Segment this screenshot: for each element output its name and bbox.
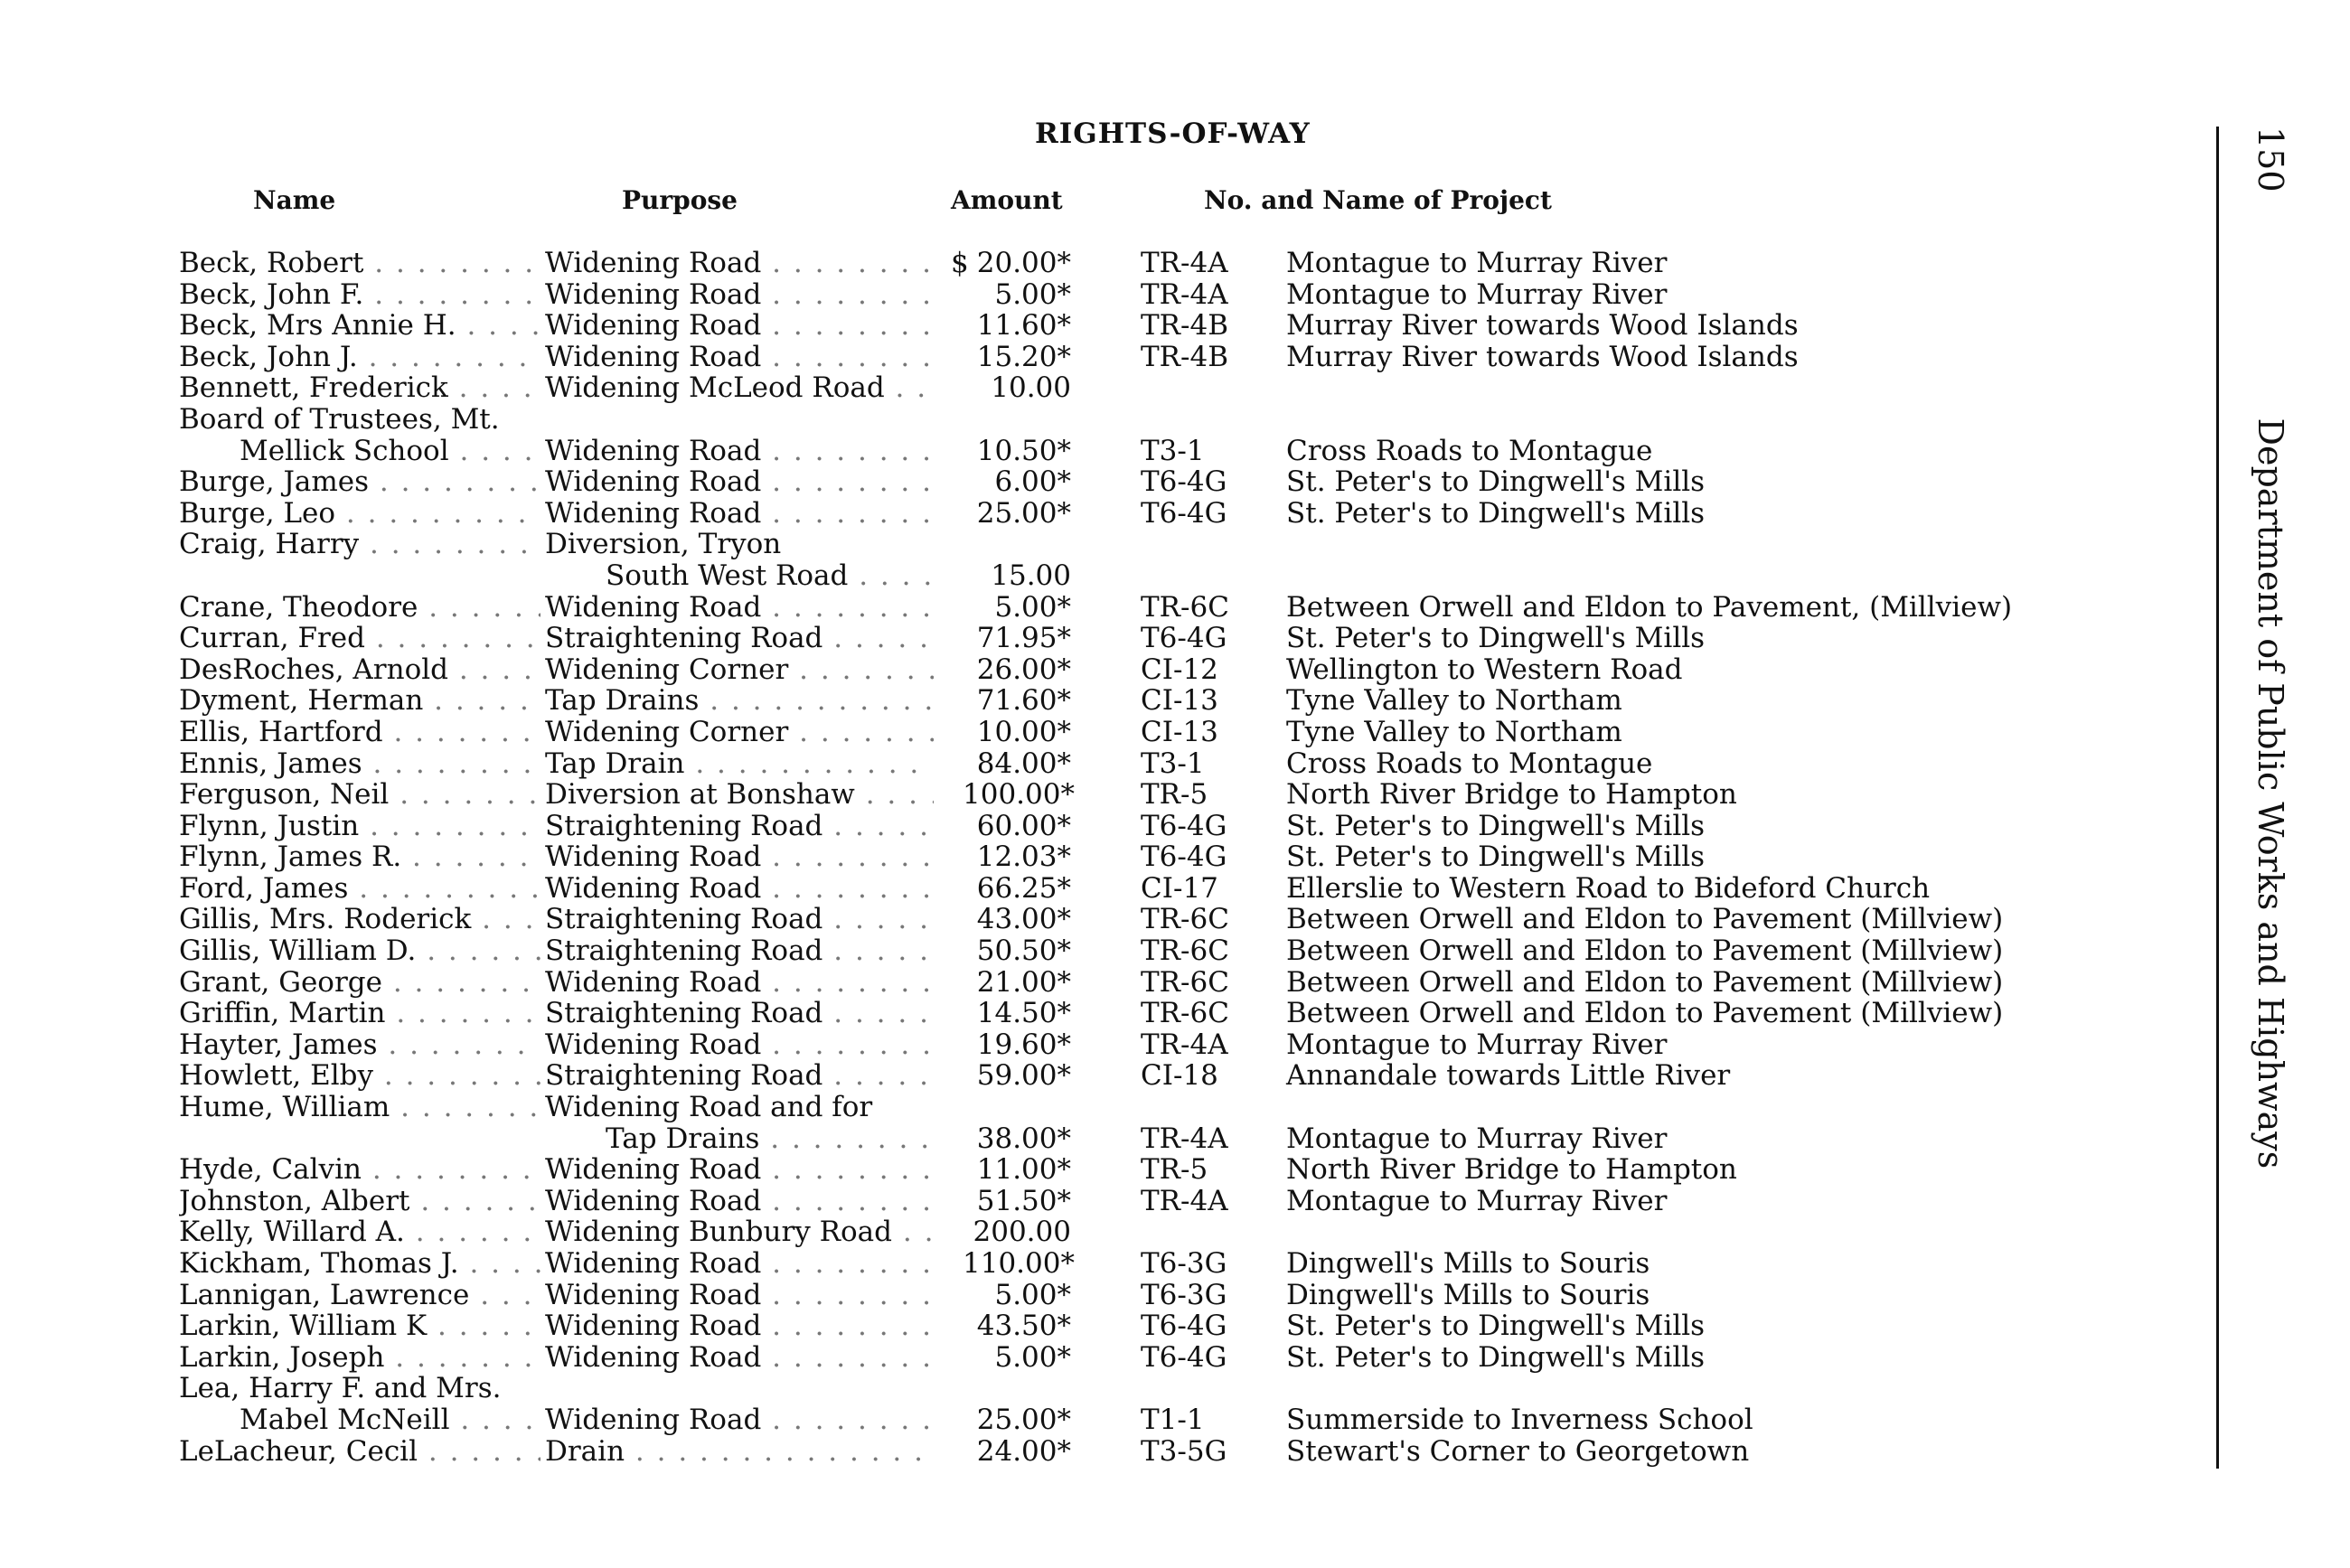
table-row	[0, 1060, 2169, 1092]
row-amount: 19.60*	[976, 1028, 1071, 1061]
row-name: Ennis, James . . .	[179, 748, 540, 780]
table-row	[0, 1342, 2169, 1374]
table-row	[0, 1373, 2169, 1404]
row-purpose: Widening Corner . . .	[545, 717, 934, 748]
table-row	[0, 935, 2169, 967]
row-project-name: Cross Roads to Montague	[1286, 434, 1653, 467]
table-row	[0, 310, 2169, 342]
row-project-name: St. Peter's to Dingwell's Mills	[1286, 1310, 1706, 1343]
row-name: Craig, Harry . . .	[179, 529, 540, 560]
row-amount: 5.00*	[994, 1278, 1071, 1311]
row-purpose: Widening Road . . .	[545, 1280, 934, 1311]
row-project-name: Cross Roads to Montague	[1286, 746, 1653, 780]
table-row	[0, 560, 2169, 592]
row-project-name: Annandale towards Little River	[1286, 1059, 1731, 1093]
row-purpose: Widening Road . . .	[545, 592, 934, 624]
table-row	[0, 404, 2169, 436]
row-purpose: Straightening Road . . .	[545, 904, 934, 935]
row-project-number: CI-18	[1141, 1059, 1218, 1093]
row-project-name: St. Peter's to Dingwell's Mills	[1286, 840, 1706, 874]
row-project-number: TR-4B	[1141, 309, 1228, 343]
row-purpose: Straightening Road . . .	[545, 811, 934, 842]
row-purpose: Straightening Road . . .	[545, 1060, 934, 1092]
row-purpose: Straightening Road . . .	[545, 623, 934, 654]
row-name: Board of Trustees, Mt.	[179, 403, 500, 436]
table-row	[0, 1310, 2169, 1342]
row-project-name: Montague to Murray River	[1286, 247, 1668, 279]
row-amount: 15.00	[991, 559, 1071, 592]
row-name: Ford, James . . .	[179, 873, 540, 905]
row-project-name: St. Peter's to Dingwell's Mills	[1286, 809, 1706, 842]
row-project-name: Wellington to Western Road	[1286, 653, 1683, 686]
row-project-number: T1-1	[1141, 1403, 1205, 1436]
row-purpose: Widening Road . . .	[545, 1310, 934, 1342]
column-header-name: Name	[253, 185, 336, 215]
row-project-number: T6-4G	[1141, 622, 1227, 655]
row-project-name: Murray River towards Wood Islands	[1286, 340, 1799, 373]
row-project-name: Between Orwell and Eldon to Pavement (Millview)	[1286, 934, 2004, 968]
row-purpose: Widening Road . . .	[545, 1154, 934, 1186]
row-name: Beck, John F. . . .	[179, 279, 540, 311]
row-amount: 20.00*	[976, 247, 1071, 279]
row-project-name: Between Orwell and Eldon to Pavement (Millview)	[1286, 965, 2004, 999]
table-row	[0, 779, 2169, 811]
row-project-name: Montague to Murray River	[1286, 277, 1668, 311]
table-row	[0, 1186, 2169, 1217]
table-row	[0, 1404, 2169, 1436]
rights-of-way-table	[0, 248, 2169, 1467]
row-purpose: Widening Road . . .	[545, 873, 934, 905]
row-amount: 43.00*	[976, 903, 1071, 936]
table-row	[0, 873, 2169, 905]
row-project-name: Ellerslie to Western Road to Bideford Church	[1286, 871, 1931, 905]
table-row	[0, 811, 2169, 842]
row-project-number: TR-6C	[1141, 934, 1229, 968]
row-project-number: CI-17	[1141, 871, 1218, 905]
table-row	[0, 685, 2169, 717]
row-project-name: Montague to Murray River	[1286, 1184, 1668, 1217]
row-name: Griffin, Martin . . .	[179, 998, 540, 1029]
row-purpose: Tap Drain . . .	[545, 748, 934, 780]
row-project-number: T3-1	[1141, 746, 1205, 780]
table-row	[0, 248, 2169, 279]
row-amount: 100.00*	[963, 778, 1075, 812]
row-amount: 51.50*	[976, 1184, 1071, 1217]
row-name: Bennett, Frederick . . .	[179, 372, 540, 404]
row-name: Gillis, William D. . . .	[179, 935, 540, 967]
column-header-amount: Amount	[951, 185, 1063, 215]
row-project-number: TR-5	[1141, 1153, 1208, 1187]
row-project-name: Tyne Valley to Northam	[1286, 684, 1622, 718]
row-purpose: Widening McLeod Road . . .	[545, 372, 934, 404]
row-project-number: TR-6C	[1141, 590, 1229, 624]
row-project-number: TR-4A	[1141, 247, 1228, 279]
row-name: Lea, Harry F. and Mrs.	[179, 1373, 502, 1404]
row-project-number: TR-4A	[1141, 1028, 1228, 1061]
row-project-number: T3-1	[1141, 434, 1205, 467]
row-project-name: Montague to Murray River	[1286, 1122, 1668, 1155]
row-amount: 43.50*	[976, 1310, 1071, 1343]
column-header-purpose: Purpose	[622, 185, 738, 215]
table-row	[0, 342, 2169, 373]
row-project-number: T6-4G	[1141, 465, 1227, 499]
row-amount: 5.00*	[994, 277, 1071, 311]
table-row	[0, 1436, 2169, 1468]
row-name: Hume, William . . .	[179, 1092, 540, 1123]
row-name: Beck, John J. . . .	[179, 342, 540, 373]
table-row	[0, 1248, 2169, 1280]
row-project-name: North River Bridge to Hampton	[1286, 1153, 1737, 1187]
row-purpose: Diversion at Bonshaw . . .	[545, 779, 934, 811]
table-row	[0, 1154, 2169, 1186]
row-name: Howlett, Elby . . .	[179, 1060, 540, 1092]
row-purpose: South West Road . . .	[606, 560, 934, 592]
row-name: Hyde, Calvin . . .	[179, 1154, 540, 1186]
row-project-name: St. Peter's to Dingwell's Mills	[1286, 1340, 1706, 1374]
row-amount: 200.00	[973, 1216, 1071, 1249]
row-project-name: Murray River towards Wood Islands	[1286, 309, 1799, 343]
row-purpose: Widening Road and for	[545, 1092, 873, 1123]
row-amount: 71.60*	[976, 684, 1071, 718]
row-purpose: Widening Road . . .	[545, 1248, 934, 1280]
row-amount: 10.50*	[976, 434, 1071, 467]
row-project-number: CI-12	[1141, 653, 1218, 686]
row-name: Curran, Fred . . .	[179, 623, 540, 654]
row-project-number: TR-4A	[1141, 1184, 1228, 1217]
table-row	[0, 1029, 2169, 1061]
table-row	[0, 1092, 2169, 1123]
row-name: Ferguson, Neil . . .	[179, 779, 540, 811]
row-name: Beck, Robert . . .	[179, 248, 540, 279]
row-project-name: North River Bridge to Hampton	[1286, 778, 1737, 812]
row-project-name: St. Peter's to Dingwell's Mills	[1286, 465, 1706, 499]
row-project-number: T6-3G	[1141, 1278, 1227, 1311]
row-purpose: Widening Road . . .	[545, 310, 934, 342]
row-project-name: Between Orwell and Eldon to Pavement (Millview)	[1286, 903, 2004, 936]
table-row	[0, 372, 2169, 404]
row-amount: 84.00*	[976, 746, 1071, 780]
row-purpose: Widening Road . . .	[545, 466, 934, 498]
row-project-number: TR-4A	[1141, 1122, 1228, 1155]
row-name: LeLacheur, Cecil . . .	[179, 1436, 540, 1468]
row-name: Mellick School . . .	[240, 436, 540, 467]
row-purpose: Diversion, Tryon	[545, 529, 782, 560]
margin-rule	[2216, 127, 2219, 1469]
row-name: Larkin, Joseph . . .	[179, 1342, 540, 1374]
row-name: Hayter, James . . .	[179, 1029, 540, 1061]
row-amount: 5.00*	[994, 590, 1071, 624]
department-name: Department of Public Works and Highways	[2251, 418, 2290, 1169]
row-purpose: Straightening Road . . .	[545, 935, 934, 967]
table-row	[0, 998, 2169, 1029]
row-project-name: St. Peter's to Dingwell's Mills	[1286, 496, 1706, 530]
row-amount: 60.00*	[976, 809, 1071, 842]
row-purpose: Widening Road . . .	[545, 279, 934, 311]
row-project-number: T6-3G	[1141, 1247, 1227, 1280]
row-name: Grant, George . . .	[179, 967, 540, 999]
row-amount: 66.25*	[976, 871, 1071, 905]
row-project-number: TR-4B	[1141, 340, 1228, 373]
row-name: DesRoches, Arnold . . .	[179, 654, 540, 686]
row-project-number: CI-13	[1141, 684, 1218, 718]
table-row	[0, 498, 2169, 530]
table-row	[0, 654, 2169, 686]
row-name: Larkin, William K . . .	[179, 1310, 540, 1342]
row-project-number: CI-13	[1141, 715, 1218, 748]
row-amount: 26.00*	[976, 653, 1071, 686]
table-row	[0, 1280, 2169, 1311]
row-purpose: Widening Bunbury Road . . .	[545, 1216, 934, 1248]
row-name: Burge, Leo . . .	[179, 498, 540, 530]
row-name: Lannigan, Lawrence . . .	[179, 1280, 540, 1311]
row-amount: 5.00*	[994, 1340, 1071, 1374]
table-row	[0, 748, 2169, 780]
row-purpose: Widening Road . . .	[545, 436, 934, 467]
row-amount: 10.00*	[976, 715, 1071, 748]
row-amount: 24.00*	[976, 1434, 1071, 1468]
table-row	[0, 623, 2169, 654]
row-amount: 38.00*	[976, 1122, 1071, 1155]
row-project-number: T6-4G	[1141, 840, 1227, 874]
row-purpose: Tap Drains . . .	[606, 1123, 934, 1155]
dollar-sign: $	[951, 247, 969, 279]
row-amount: 15.20*	[976, 340, 1071, 373]
row-purpose: Widening Road . . .	[545, 342, 934, 373]
row-project-number: TR-4A	[1141, 277, 1228, 311]
row-name: Mabel McNeill . . .	[240, 1404, 540, 1436]
row-amount: 10.00	[991, 371, 1071, 405]
row-project-number: TR-6C	[1141, 997, 1229, 1030]
row-purpose: Widening Road . . .	[545, 841, 934, 873]
row-amount: 110.00*	[963, 1247, 1075, 1280]
table-row	[0, 904, 2169, 935]
row-project-number: TR-5	[1141, 778, 1208, 812]
row-project-number: TR-6C	[1141, 965, 1229, 999]
table-row	[0, 1123, 2169, 1155]
page-number: 150	[2251, 127, 2290, 192]
row-purpose: Tap Drains . . .	[545, 685, 934, 717]
row-amount: 21.00*	[976, 965, 1071, 999]
row-name: Flynn, James R. . . .	[179, 841, 540, 873]
row-project-number: T6-4G	[1141, 1340, 1227, 1374]
row-name: Kelly, Willard A. . . .	[179, 1216, 540, 1248]
row-amount: 50.50*	[976, 934, 1071, 968]
row-purpose: Widening Road . . .	[545, 1342, 934, 1374]
table-row	[0, 967, 2169, 999]
row-project-name: Dingwell's Mills to Souris	[1286, 1278, 1650, 1311]
row-project-name: Dingwell's Mills to Souris	[1286, 1247, 1650, 1280]
row-purpose: Straightening Road . . .	[545, 998, 934, 1029]
row-project-name: St. Peter's to Dingwell's Mills	[1286, 622, 1706, 655]
row-purpose: Widening Road . . .	[545, 1186, 934, 1217]
row-amount: 25.00*	[976, 1403, 1071, 1436]
row-project-number: T6-4G	[1141, 496, 1227, 530]
running-header	[2251, 127, 2290, 1169]
row-project-name: Between Orwell and Eldon to Pavement, (Millview)	[1286, 590, 2013, 624]
row-amount: 6.00*	[994, 465, 1071, 499]
page-title: RIGHTS-OF-WAY	[1035, 117, 1311, 150]
row-name: Gillis, Mrs. Roderick . . .	[179, 904, 540, 935]
row-name: Burge, James . . .	[179, 466, 540, 498]
table-row	[0, 841, 2169, 873]
row-name: Dyment, Herman . . .	[179, 685, 540, 717]
row-name: Flynn, Justin . . .	[179, 811, 540, 842]
row-amount: 14.50*	[976, 997, 1071, 1030]
row-amount: 11.60*	[976, 309, 1071, 343]
row-project-number: T6-4G	[1141, 1310, 1227, 1343]
column-header-project: No. and Name of Project	[1204, 185, 1552, 215]
row-name: Kickham, Thomas J. . . .	[179, 1248, 540, 1280]
row-project-name: Montague to Murray River	[1286, 1028, 1668, 1061]
row-name: Crane, Theodore . . .	[179, 592, 540, 624]
row-project-name: Tyne Valley to Northam	[1286, 715, 1622, 748]
table-row	[0, 1216, 2169, 1248]
row-purpose: Widening Road . . .	[545, 967, 934, 999]
row-purpose: Drain . . .	[545, 1436, 934, 1468]
table-row	[0, 279, 2169, 311]
row-name: Beck, Mrs Annie H. . . .	[179, 310, 540, 342]
row-purpose: Widening Road . . .	[545, 1029, 934, 1061]
table-row	[0, 592, 2169, 624]
row-project-name: Stewart's Corner to Georgetown	[1286, 1434, 1750, 1468]
table-row	[0, 466, 2169, 498]
row-purpose: Widening Road . . .	[545, 498, 934, 530]
row-name: Johnston, Albert . . .	[179, 1186, 540, 1217]
table-row	[0, 717, 2169, 748]
row-amount: 12.03*	[976, 840, 1071, 874]
row-project-name: Between Orwell and Eldon to Pavement (Millview)	[1286, 997, 2004, 1030]
row-purpose: Widening Road . . .	[545, 248, 934, 279]
row-amount: 71.95*	[976, 622, 1071, 655]
table-row	[0, 529, 2169, 560]
row-amount: 11.00*	[976, 1153, 1071, 1187]
row-purpose: Widening Corner . . .	[545, 654, 934, 686]
row-project-name: Summerside to Inverness School	[1286, 1403, 1753, 1436]
row-project-number: TR-6C	[1141, 903, 1229, 936]
row-amount: 25.00*	[976, 496, 1071, 530]
row-project-number: T6-4G	[1141, 809, 1227, 842]
row-name: Ellis, Hartford . . .	[179, 717, 540, 748]
row-amount: 59.00*	[976, 1059, 1071, 1093]
row-purpose: Widening Road . . .	[545, 1404, 934, 1436]
table-row	[0, 436, 2169, 467]
row-project-number: T3-5G	[1141, 1434, 1227, 1468]
